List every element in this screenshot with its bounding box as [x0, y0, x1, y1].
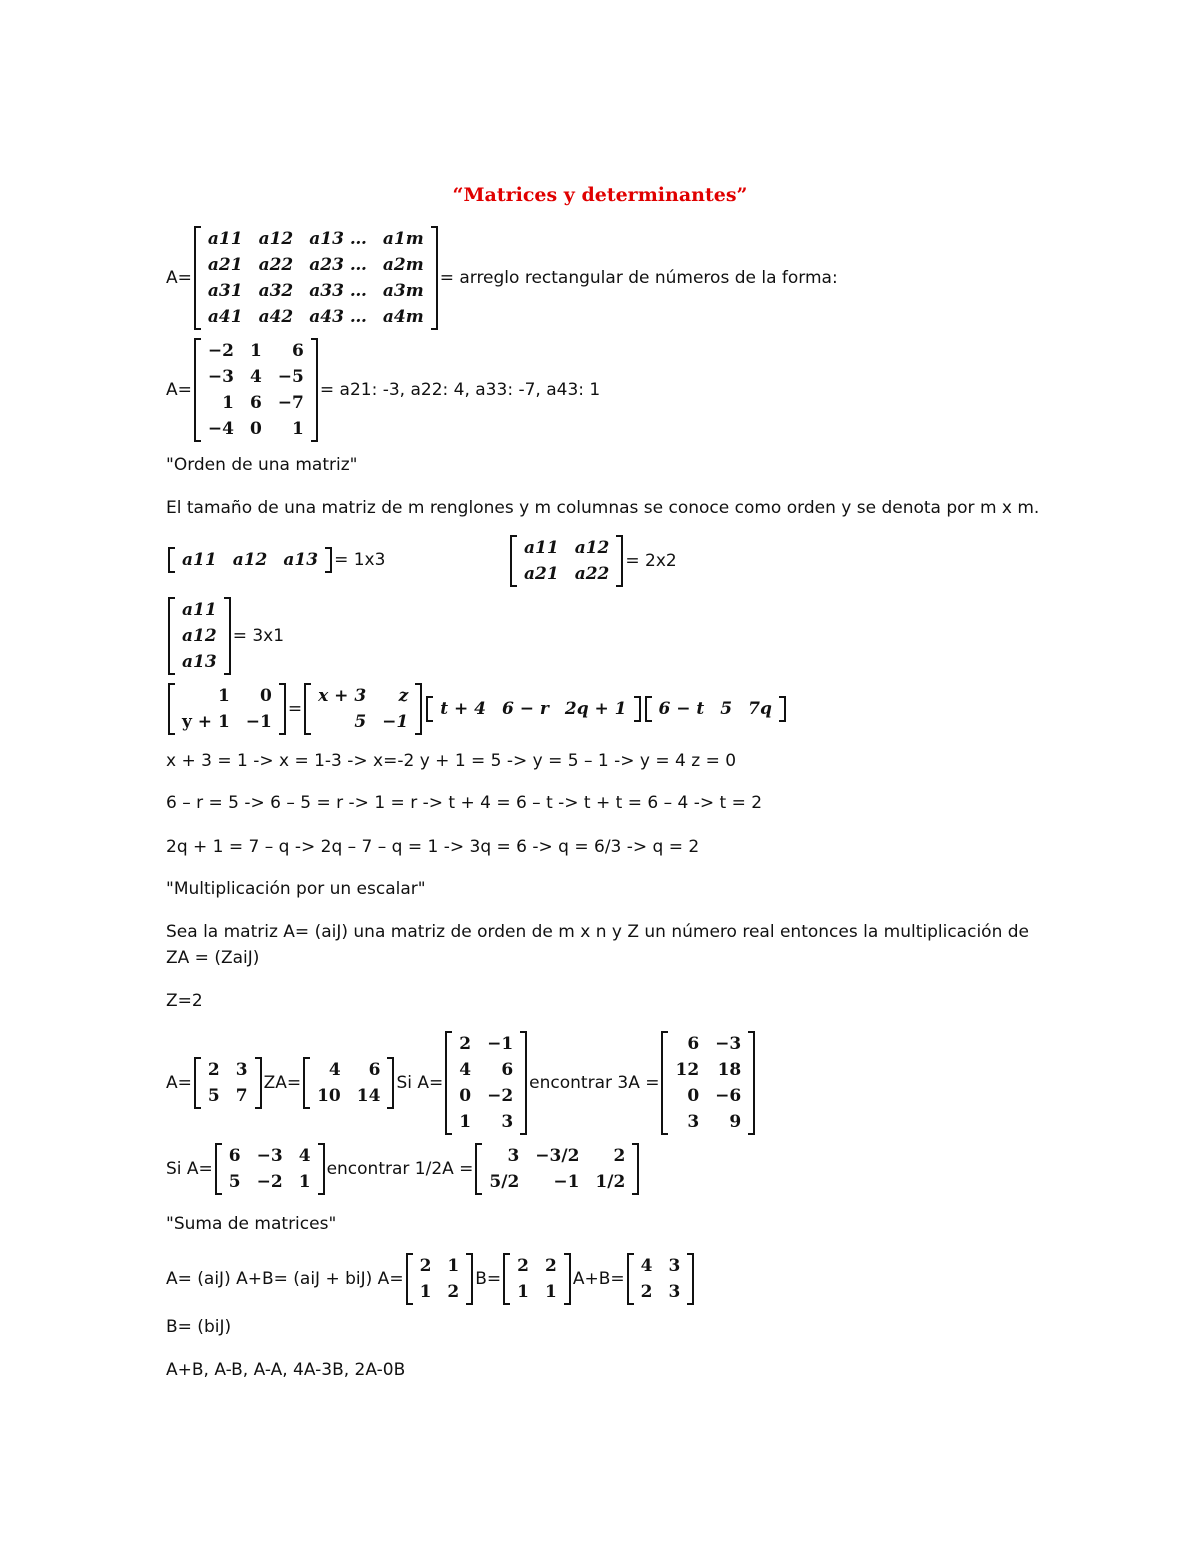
matrix-cell: 4	[328, 1060, 341, 1080]
half-example-row	[166, 1143, 641, 1195]
matrix-cell: 6 − r	[502, 699, 549, 719]
order-3x1-row	[166, 597, 284, 675]
matrix-cell: x + 3	[318, 686, 367, 706]
matrix-cell: 18	[717, 1060, 742, 1080]
matrix-label: ZA=	[263, 1073, 302, 1093]
matrix-cell: 14	[356, 1086, 381, 1106]
matrix-cell: 2q + 1	[564, 699, 627, 719]
matrix-cell: a41	[207, 307, 243, 327]
matrix-label: A=	[166, 268, 192, 288]
matrix-cell: 1	[545, 1282, 557, 1302]
matrix-cell: a22	[574, 564, 610, 584]
matrix-cell: 4	[640, 1256, 653, 1276]
matrix-cell: 5	[354, 712, 367, 732]
matrix-cell: 1	[298, 1172, 311, 1192]
sum-definition: A= (aiJ) A+B= (aiJ + biJ) A=	[166, 1269, 404, 1289]
matrix-cell: 2	[545, 1256, 557, 1276]
matrix-cell: a21	[207, 255, 243, 275]
matrix-cell: 7	[235, 1086, 248, 1106]
matrix	[194, 226, 438, 330]
matrix-cell: z	[398, 686, 409, 706]
matrix-cell: 3	[235, 1060, 248, 1080]
matrix-cell: a42	[258, 307, 294, 327]
matrix	[445, 1031, 527, 1135]
equals-sign: =	[287, 699, 303, 719]
matrix-cell: 4	[298, 1146, 311, 1166]
paragraph: ZA = (ZaiJ)	[166, 948, 260, 968]
matrix-cell: 1	[459, 1112, 472, 1132]
matrix	[475, 1143, 639, 1195]
solution-line: 6 – r = 5 -> 6 – 5 = r -> 1 = r -> t + 4 = 6 – t -> t + t = 6 – 4 -> t = 2	[166, 793, 763, 813]
paragraph: Sea la matriz A= (aiJ) una matriz de orden de m x n y Z un número real entonces la multiplicación de	[166, 922, 1029, 942]
matrix-cell: 9	[729, 1112, 742, 1132]
matrix-cell: a12	[258, 229, 294, 249]
matrix-cell: t + 4	[440, 699, 487, 719]
matrix-cell: 5	[207, 1086, 220, 1106]
matrix-cell: 6	[228, 1146, 241, 1166]
paragraph: El tamaño de una matriz de m renglones y m columnas se conoce como orden y se denota por m x m.	[166, 498, 1040, 518]
matrix	[168, 597, 231, 675]
matrix	[661, 1031, 755, 1135]
matrix-cell: −2	[207, 341, 234, 361]
matrix-cell: 0	[687, 1086, 700, 1106]
matrix-cell: −1	[382, 712, 409, 732]
matrix-cell: a1m	[382, 229, 424, 249]
matrix-cell: a11	[207, 229, 243, 249]
matrix-cell: a13 …	[309, 229, 367, 249]
matrix-entries-text: = a21: -3, a22: 4, a33: -7, a43: 1	[319, 380, 601, 400]
matrix-cell: 2	[517, 1256, 530, 1276]
matrix-cell: 3	[507, 1146, 520, 1166]
matrix-cell: 1	[217, 686, 230, 706]
matrix-cell: 6	[687, 1034, 700, 1054]
matrix-cell: −1	[245, 712, 272, 732]
matrix-cell: a2m	[382, 255, 424, 275]
matrix-cell: −3	[207, 367, 234, 387]
scalar-example-row	[166, 1031, 757, 1135]
matrix-cell: 1	[222, 393, 234, 413]
matrix-cell: 12	[675, 1060, 700, 1080]
matrix-cell: −7	[277, 393, 304, 413]
matrix-cell: 5/2	[489, 1172, 520, 1192]
matrix-cell: 6	[292, 341, 304, 361]
matrix-cell: −2	[256, 1172, 283, 1192]
solution-line: x + 3 = 1 -> x = 1-3 -> x=-2 y + 1 = 5 -> y = 5 – 1 -> y = 4 z = 0	[166, 751, 737, 771]
instruction-text: encontrar 3A =	[529, 1073, 660, 1093]
equality-row	[166, 683, 788, 735]
section-heading: "Suma de matrices"	[166, 1214, 337, 1234]
solution-line: 2q + 1 = 7 – q -> 2q – 7 – q = 1 -> 3q = 6 -> q = 6/3 -> q = 2	[166, 837, 700, 857]
matrix-cell: a13	[182, 652, 217, 672]
matrix-cell: −3	[256, 1146, 283, 1166]
matrix-cell: −2	[487, 1086, 514, 1106]
matrix-cell: 4	[249, 367, 262, 387]
matrix-cell: 1/2	[595, 1172, 626, 1192]
matrix	[194, 1057, 262, 1109]
matrix-cell: y + 1	[182, 712, 230, 732]
general-matrix-row	[166, 226, 838, 330]
matrix-cell: 4	[459, 1060, 472, 1080]
matrix	[194, 338, 318, 442]
matrix-cell: −4	[207, 419, 234, 439]
matrix	[503, 1253, 571, 1305]
matrix-cell: 10	[317, 1086, 341, 1106]
matrix-cell: 3	[668, 1282, 681, 1302]
matrix-cell: a12	[232, 550, 268, 570]
matrix-label: A=	[166, 380, 192, 400]
scalar-value: Z=2	[166, 991, 203, 1011]
matrix-cell: a13	[283, 550, 319, 570]
order-text: = 3x1	[232, 626, 285, 646]
matrix	[215, 1143, 325, 1195]
matrix-cell: 2	[613, 1146, 626, 1166]
matrix-cell: 6	[249, 393, 262, 413]
matrix-cell: 1	[292, 419, 304, 439]
matrix-cell: 6	[368, 1060, 381, 1080]
matrix	[168, 683, 286, 735]
matrix-cell: a3m	[382, 281, 424, 301]
matrix-cell: a22	[258, 255, 294, 275]
section-heading: "Multiplicación por un escalar"	[166, 879, 426, 899]
matrix-cell: a11	[182, 600, 217, 620]
matrix-cell: a43 …	[309, 307, 367, 327]
matrix	[304, 683, 422, 735]
matrix-cell: a12	[182, 626, 217, 646]
matrix-cell: a21	[524, 564, 559, 584]
page-title: “Matrices y determinantes”	[452, 184, 748, 206]
matrix-cell: 0	[260, 686, 272, 706]
matrix-cell: 0	[249, 419, 262, 439]
matrix-cell: 1	[249, 341, 262, 361]
matrix-cell: a11	[182, 550, 217, 570]
matrix-cell: 2	[419, 1256, 432, 1276]
example-matrix-row	[166, 338, 600, 442]
matrix-label: Si A=	[396, 1073, 444, 1093]
matrix	[303, 1057, 394, 1109]
matrix-label: A+B=	[572, 1269, 625, 1289]
instruction-text: encontrar 1/2A =	[326, 1159, 474, 1179]
matrix-cell: 5	[720, 699, 733, 719]
order-1x3-row	[166, 547, 385, 573]
matrix-label: A=	[166, 1073, 192, 1093]
matrix	[168, 547, 332, 573]
matrix-cell: 2	[207, 1060, 220, 1080]
matrix-cell: a33 …	[309, 281, 367, 301]
section-heading: "Orden de una matriz"	[166, 455, 358, 475]
matrix-description: = arreglo rectangular de números de la forma:	[439, 268, 838, 288]
matrix-cell: 1	[447, 1256, 460, 1276]
matrix-cell: 6	[501, 1060, 514, 1080]
matrix-cell: 0	[459, 1086, 472, 1106]
matrix-cell: 7q	[748, 699, 772, 719]
matrix-cell: a11	[524, 538, 559, 558]
matrix-cell: 3	[501, 1112, 514, 1132]
matrix	[406, 1253, 474, 1305]
operations-list: A+B, A-B, A-A, 4A-3B, 2A-0B	[166, 1360, 406, 1380]
sum-row	[166, 1253, 696, 1305]
matrix-cell: 2	[459, 1034, 472, 1054]
order-2x2-row	[508, 535, 677, 587]
matrix-cell: −1	[553, 1172, 580, 1192]
matrix-cell: a31	[207, 281, 243, 301]
matrix-cell: a4m	[382, 307, 424, 327]
matrix-cell: −3/2	[535, 1146, 580, 1166]
matrix-cell: a12	[574, 538, 610, 558]
matrix-cell: 6 − t	[658, 699, 705, 719]
order-text: = 2x2	[625, 551, 677, 571]
matrix-label: B=	[475, 1269, 502, 1289]
matrix-cell: 1	[419, 1282, 432, 1302]
matrix	[645, 696, 786, 722]
matrix-cell: −5	[277, 367, 304, 387]
matrix-cell: 3	[668, 1256, 681, 1276]
matrix-cell: −3	[715, 1034, 742, 1054]
matrix-cell: 2	[447, 1282, 460, 1302]
matrix-cell: 1	[517, 1282, 530, 1302]
matrix	[627, 1253, 695, 1305]
matrix	[510, 535, 623, 587]
matrix-cell: 5	[228, 1172, 241, 1192]
order-text: = 1x3	[334, 550, 386, 570]
matrix-cell: −6	[715, 1086, 742, 1106]
matrix-cell: −1	[487, 1034, 514, 1054]
paragraph: B= (biJ)	[166, 1317, 232, 1337]
matrix-cell: a23 …	[309, 255, 367, 275]
matrix-cell: a32	[258, 281, 294, 301]
matrix-cell: 3	[687, 1112, 700, 1132]
matrix-cell: 2	[640, 1282, 653, 1302]
matrix	[426, 696, 640, 722]
matrix-label: Si A=	[166, 1159, 213, 1179]
